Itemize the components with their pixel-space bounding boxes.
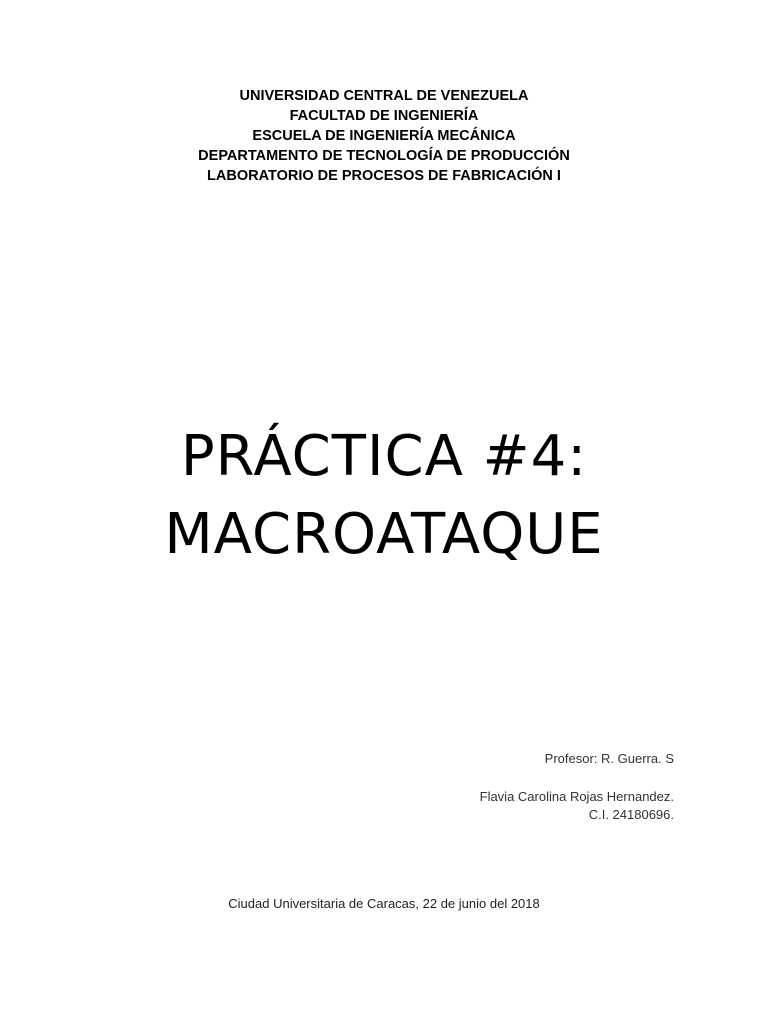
author-block (480, 750, 674, 824)
university-name: UNIVERSIDAD CENTRAL DE VENEZUELA (239, 88, 529, 104)
place-date: Ciudad Universitaria de Caracas, 22 de junio del 2018 (228, 896, 540, 911)
student-id: C.I. 24180696. (588, 807, 674, 822)
document-title (0, 418, 768, 574)
student-name: Flavia Carolina Rojas Hernandez. (479, 789, 674, 804)
institution-header (0, 86, 768, 186)
title-line-2: MACROATAQUE (164, 502, 604, 567)
faculty-name: FACULTAD DE INGENIERÍA (289, 108, 479, 124)
school-name: ESCUELA DE INGENIERÍA MECÁNICA (252, 128, 516, 144)
laboratory-name: LABORATORIO DE PROCESOS DE FABRICACIÓN I (207, 168, 561, 184)
department-name: DEPARTAMENTO DE TECNOLOGÍA DE PRODUCCIÓN (198, 148, 570, 164)
professor-name: Profesor: R. Guerra. S (544, 751, 674, 766)
title-line-1: PRÁCTICA #4: (180, 424, 588, 489)
